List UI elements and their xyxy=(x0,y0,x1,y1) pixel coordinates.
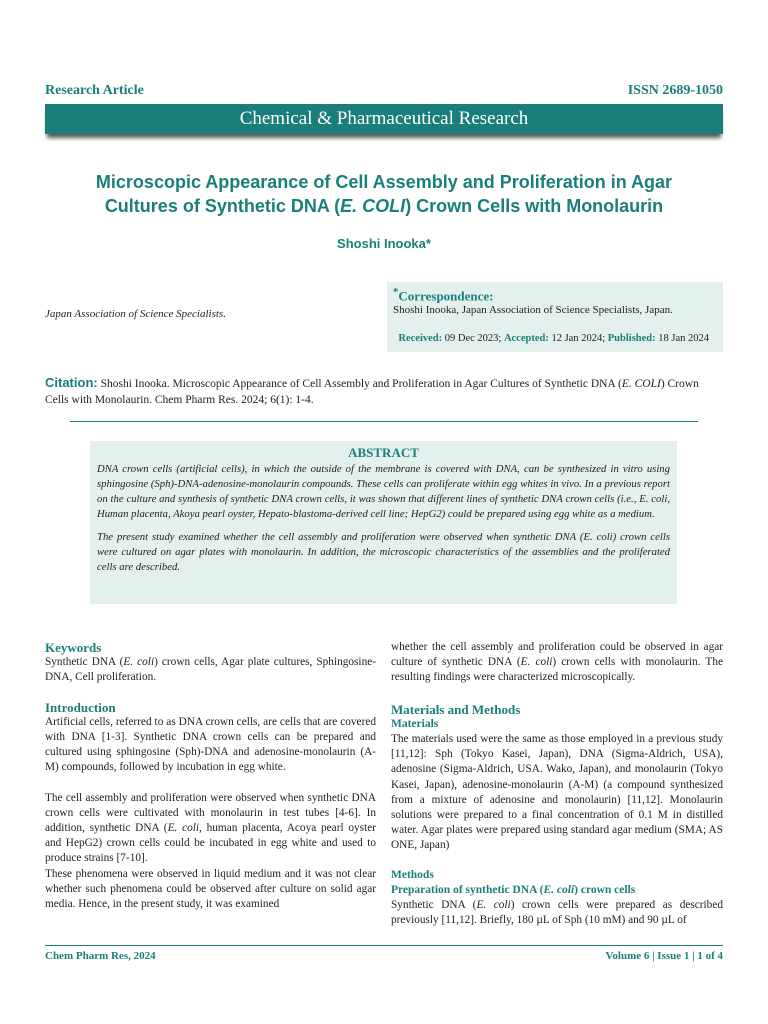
author: Shoshi Inooka* xyxy=(337,236,431,251)
correspondence-text: Shoshi Inooka, Japan Association of Science Specialists, Japan. xyxy=(393,304,673,316)
accepted-date: 12 Jan 2024; xyxy=(548,333,608,344)
citation-label: Citation: xyxy=(45,375,98,390)
keywords-text xyxy=(45,655,376,685)
methods-heading: Materials and Methods xyxy=(391,701,521,717)
intro-paragraph-1: Artificial cells, referred to as DNA crown cells, are cells that are covered with DNA [1-3]. Synthetic DNA crown cells can be prepared and cultured using sphingosine (Sph)-DNA and adenosine-monolaurin (A-M) compounds, followed by incubation in egg white. xyxy=(45,715,376,774)
intro-p4-pre: whether the cell assembly and proliferation could be observed in agar culture of synthetic DNA ( xyxy=(391,641,723,669)
correspondence-heading xyxy=(393,286,494,304)
intro-paragraph-4 xyxy=(391,640,723,686)
prep-text-italic: E. coli xyxy=(476,899,511,912)
title-line1: Microscopic Appearance of Cell Assembly and Proliferation in Agar xyxy=(95,172,673,192)
footer-pagination: Volume 6 | Issue 1 | 1 of 4 xyxy=(605,950,723,962)
abstract-paragraph-2: The present study examined whether the cell assembly and proliferation were observed when synthetic DNA (E. coli) crown cells were cultured on agar plates with monolaurin. In addition, the microscopic characteristics of the assemblies and the proliferated cells are described. xyxy=(97,531,670,573)
prep-post: ) crown cells xyxy=(574,883,636,896)
prep-italic: E. coli xyxy=(543,883,575,896)
correspondence-heading-text: Correspondence: xyxy=(398,288,494,304)
abstract-box xyxy=(90,441,677,604)
accepted-label: Accepted: xyxy=(503,333,549,344)
received-date: 09 Dec 2023; xyxy=(442,333,504,344)
prep-text-pre: Synthetic DNA ( xyxy=(391,899,477,912)
preparation-heading xyxy=(391,883,723,898)
published-label: Published: xyxy=(607,333,656,344)
intro-p2-italic: E. coli xyxy=(167,822,200,835)
title-line2-pre: Cultures of Synthetic DNA ( xyxy=(104,196,341,216)
intro-p4-post: ) crown cells with monolaurin. The resulting findings were characterized microscopically. xyxy=(391,656,723,684)
intro-p4-italic: E. coli xyxy=(520,656,553,669)
footer-journal: Chem Pharm Res, 2024 xyxy=(45,950,156,962)
journal-banner: Chemical & Pharmaceutical Research xyxy=(45,104,723,134)
citation xyxy=(45,375,723,408)
issn: ISSN 2689-1050 xyxy=(627,83,723,98)
keywords-heading: Keywords xyxy=(45,640,102,655)
citation-text-pre: Shoshi Inooka. Microscopic Appearance of Cell Assembly and Proliferation in Agar Cultures of Synthetic DNA ( xyxy=(97,378,622,390)
citation-text-post: ) Crown Cells with Monolaurin. Chem Pharm Res. 2024; 6(1): 1-4. xyxy=(45,378,699,406)
correspondence-box xyxy=(387,282,723,352)
abstract-heading: ABSTRACT xyxy=(348,445,419,460)
materials-heading: Materials xyxy=(391,717,439,730)
intro-paragraph-3: These phenomena were observed in liquid medium and it was not clear whether such phenomena could be observed after culture on solid agar media. Hence, in the present study, it was examined xyxy=(45,867,376,911)
citation-italic: E. COLI xyxy=(621,378,661,390)
intro-p2-pre: The cell assembly and proliferation were observed when synthetic DNA crown cells were cultivated with monolaurin in test tubes [4-6]. In addition, synthetic DNA ( xyxy=(45,791,376,835)
received-label: Received: xyxy=(398,333,443,344)
correspondence-sup: * xyxy=(393,286,399,298)
footer-divider xyxy=(45,945,723,946)
keywords-post: ) crown cells, Agar plate cultures, Sphingosine-DNA, Cell proliferation. xyxy=(45,656,376,684)
article-type: Research Article xyxy=(45,83,144,98)
intro-p2-post: , human placenta, Acoya pearl oyster and HepG2) crown cells could be incubated in egg white and used to produce strains [7-10]. xyxy=(45,822,376,865)
preparation-text xyxy=(391,898,723,928)
divider xyxy=(70,421,698,422)
prep-text-post: ) crown cells were prepared as described previously [11,12]. Briefly, 180 µL of Sph (10 mM) and 90 µL of xyxy=(391,899,723,927)
dates xyxy=(398,333,709,344)
abstract-paragraph-1: DNA crown cells (artificial cells), in which the outside of the membrane is covered with DNA, can be synthesized in vitro using sphingosine (Sph)-DNA-adenosine-monolaurin compounds. These cells can proliferate within egg whites in vivo. In a previous report on the culture and synthesis of synthetic DNA crown cells, it was shown that different lines of synthetic DNA crown cells (i.e., E. coli, Human placenta, Akoya pearl oyster, Hepato-blastoma-derived cell line; HepG2) could be prepared using egg white as a medium. xyxy=(97,463,670,520)
left-column xyxy=(45,640,376,912)
title-line2-post: ) Crown Cells with Monolaurin xyxy=(405,196,664,216)
keywords-pre: Synthetic DNA ( xyxy=(45,656,124,669)
keywords-italic: E. coli xyxy=(123,656,155,669)
prep-pre: Preparation of synthetic DNA ( xyxy=(391,883,544,896)
intro-paragraph-2 xyxy=(45,791,376,867)
paper-title xyxy=(60,170,708,218)
affiliation: Japan Association of Science Specialists. xyxy=(45,308,226,320)
methods-subheading: Methods xyxy=(391,868,434,881)
published-date: 18 Jan 2024 xyxy=(655,333,709,344)
right-column xyxy=(391,640,723,928)
introduction-heading: Introduction xyxy=(45,699,116,715)
title-line2-italic: E. COLI xyxy=(340,196,406,216)
materials-text: The materials used were the same as those employed in a previous study [11,12]: Sph (Tokyo Kasei, Japan), DNA (Sigma-Aldrich, USA), adenosine (Sigma-Aldrich, USA. Wako, Japan), and monolaurin (Tokyo Kasei, Japan), adenosine-monolaurin (A-M) (a compound synthesized from a mixture of adenosine and monolaurin) [11,12]. Monolaurin solutions were prepared to a final concentration of 0.1 M in distilled water. Agar plates were prepared using standard agar medium (SMA; AS ONE, Japan) xyxy=(391,733,723,852)
